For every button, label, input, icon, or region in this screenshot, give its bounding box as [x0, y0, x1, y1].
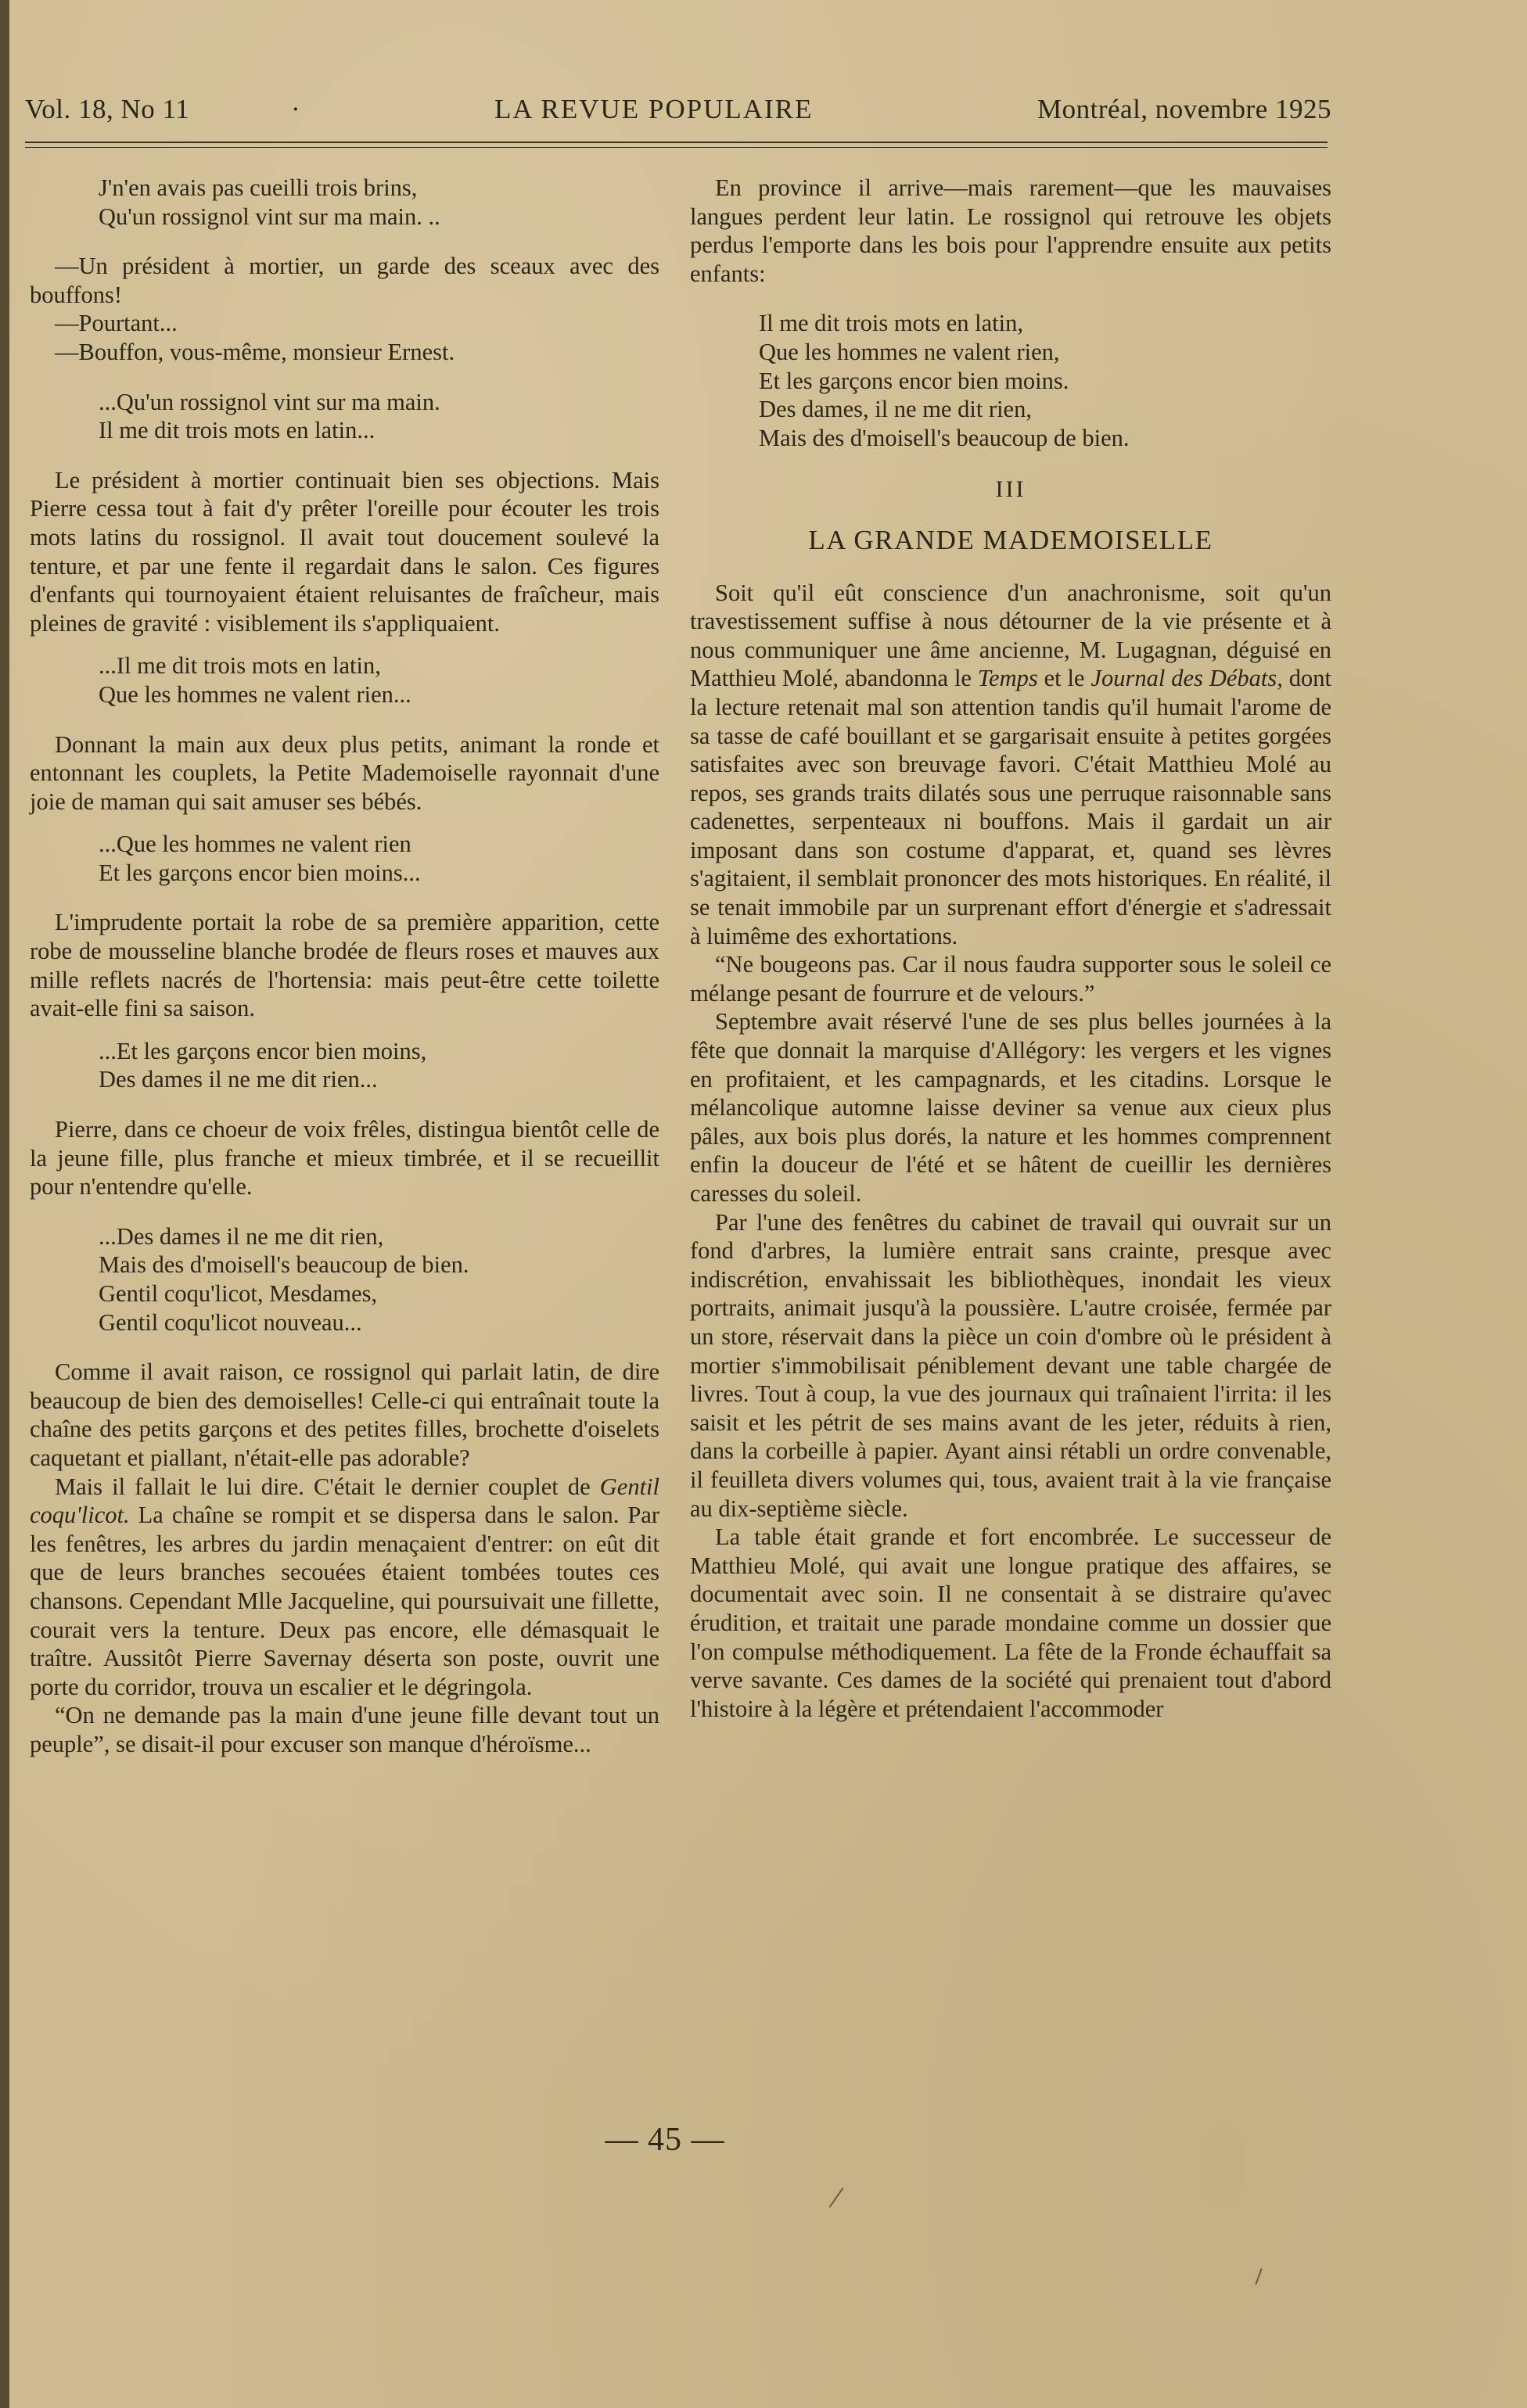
- paragraph: [30, 1473, 659, 1702]
- paragraph: Le président à mortier continuait bien ses objections. Mais Pierre cessa tout à fait d'y prêter l'oreille pour écouter les trois mots latins du rossignol. Il avait tout doucement soulevé la tenture, et par une fente il regardait dans le salon. Ces figures d'enfants qui tournoyaient étaient reluisantes de fraîcheur, mais pleines de gravité : visiblement ils s'appliquaient.: [30, 466, 659, 637]
- paragraph: Par l'une des fenêtres du cabinet de travail qui ouvrait sur un fond d'arbres, la lumière entrait sans crainte, presque avec indiscrétion, envahissait les bibliothèques, inondait les vieux portraits, animait jusqu'à la poussière. L'autre croisée, fermée par un store, réservait dans la pièce un coin d'ombre où le président à mortier s'immobilisait péniblement devant une table chargée de livres. Tout à coup, la vue des journaux qui traînaient l'irrita: il les saisit et les pétrit de ses mains avant de les jeter, réduits à rien, dans la corbeille à papier. Ayant ainsi rétabli un ordre convenable, il feuilleta divers volumes qui, tous, avaient trait à la vie française au dix-septième siècle.: [690, 1208, 1331, 1522]
- header-rule-top: [25, 142, 1328, 143]
- verse-line: Des dames il ne me dit rien...: [99, 1066, 378, 1093]
- paragraph-text: dont la lecture retenait mal son attention tandis qu'il humait l'arome de sa tasse de café bouillant et se gargarisait ensuite à petites gorgées satisfaites avec son breuvage favori. C'était Matthieu Molé au repos, ses grands traits dilatés sous une perruque raisonnable sans cadenettes, serpenteaux ni bouffons. Mais il gardait un air imposant dans son costume d'apparat, et, quand ses lèvres s'agitaient, il semblait prononcer des mots historiques. En réalité, il se tenait immobile par un surprenant effort d'énergie et s'adressait à luimême des exhortations.: [690, 665, 1332, 949]
- verse-line: ...Il me dit trois mots en latin,: [99, 652, 381, 680]
- verse-line: Il me dit trois mots en latin...: [99, 417, 375, 444]
- verse-block: [690, 309, 1331, 452]
- header-dot: ·: [291, 94, 301, 124]
- verse-line: Il me dit trois mots en latin,: [759, 310, 1024, 337]
- verse-line: ...Et les garçons encor bien moins,: [99, 1037, 427, 1064]
- verse-line: Des dames, il ne me dit rien,: [759, 396, 1032, 423]
- song-title: Gentil coqu'licot.: [30, 1473, 659, 1529]
- paragraph-text: et le: [1044, 665, 1085, 692]
- verse-block: [30, 174, 659, 231]
- paragraph-text: Soit qu'il eût conscience d'un anachronisme, soit qu'un travestissement suffise à nous détourner de la vie présente et à nous communiquer une âme ancienne, M. Lugagnan, déguisé en Matthieu Molé, abandonna le: [690, 579, 1331, 692]
- verse-line: J'n'en avais pas cueilli trois brins,: [99, 174, 418, 201]
- verse-line: Gentil coqu'licot nouveau...: [99, 1308, 362, 1336]
- header-rule-bottom: [25, 147, 1328, 148]
- page-number: — 45 —: [605, 2122, 725, 2158]
- verse-line: Que les hommes ne valent rien,: [759, 338, 1060, 365]
- paragraph: Pierre, dans ce choeur de voix frêles, distingua bientôt celle de la jeune fille, plus franche et mieux timbrée, et il se recueillit pour n'entendre qu'elle.: [30, 1116, 659, 1200]
- paper-scratch: [829, 2187, 844, 2208]
- verse-block: [30, 830, 659, 887]
- paragraph-text: La chaîne se rompit et se dispersa dans le salon. Par les fenêtres, les arbres du jardin menaçaient d'entrer: on eût dit que de leurs branches secouées étaient tombées toutes ces chansons. Cependant Mlle Jacqueline, qui poursuivait une fillette, courait vers la tenture. Deux pas encore, elle démasquait le traître. Aussitôt Pierre Savernay déserta son poste, ouvrit une porte du corridor, trouva un escalier et le dégringola.: [30, 1502, 660, 1700]
- running-header: [25, 94, 1331, 133]
- verse-line: Qu'un rossignol vint sur ma main. ..: [99, 203, 440, 230]
- paragraph: Septembre avait réservé l'une de ses plus belles journées à la fête que donnait la marquise d'Allégory: les vergers et les vignes en profitaient, et les campagnards, et les citadins. Lorsque le mélancolique automne laisse deviner sa venue aux cieux plus pâles, aux bois plus dorés, la nature et les hommes comprennent enfin la douceur de l'été et se hâtent de cueillir les dernières caresses du soleil.: [690, 1008, 1331, 1207]
- paragraph: “Ne bougeons pas. Car il nous faudra supporter sous le soleil ce mélange pesant de fourrure et de velours.”: [690, 951, 1331, 1007]
- paper-scratch: [1255, 2268, 1262, 2284]
- verse-line: Que les hommes ne valent rien...: [99, 680, 411, 708]
- paragraph: —Un président à mortier, un garde des sceaux avec des bouffons!: [30, 253, 659, 308]
- magazine-title: LA REVUE POPULAIRE: [494, 94, 814, 124]
- verse-block: [30, 1222, 659, 1337]
- verse-line: Mais des d'moisell's beaucoup de bien.: [99, 1251, 469, 1279]
- newspaper-title: Journal des Débats,: [1090, 665, 1283, 692]
- right-column: [690, 174, 1331, 1723]
- section-title: LA GRANDE MADEMOISELLE: [808, 524, 1213, 555]
- verse-line: Et les garçons encor bien moins.: [759, 367, 1069, 394]
- paragraph-text: Mais il fallait le lui dire. C'était le dernier couplet de: [55, 1473, 591, 1500]
- paragraph: Comme il avait raison, ce rossignol qui parlait latin, de dire beaucoup de bien des demoiselles! Celle-ci qui entraînait toute la chaîne des petits garçons et des petites filles, brochette d'oiselets caquetant et piallant, n'était-elle pas adorable?: [30, 1358, 659, 1471]
- paragraph: —Bouffon, vous-même, monsieur Ernest.: [55, 338, 455, 365]
- verse-line: Gentil coqu'licot, Mesdames,: [99, 1280, 378, 1307]
- paragraph: La table était grande et fort encombrée. Le successeur de Matthieu Molé, qui avait une longue pratique des affaires, se documentait avec soin. Il ne consentait à se distraire qu'avec érudition, et traitait une parade mondaine comme un dossier que l'on compulse méthodiquement. La fête de la Fronde échauffait sa verve savante. Ces dames de la société qui prenaient tout d'abord l'histoire à la légère et prétendaient l'accommoder: [690, 1523, 1331, 1722]
- paragraph: “On ne demande pas la main d'une jeune fille devant tout un peuple”, se disait-il pour excuser son manque d'héroïsme...: [30, 1702, 659, 1757]
- verse-line: ...Que les hommes ne valent rien: [99, 831, 411, 858]
- verse-block: [30, 388, 659, 445]
- place-date: Montréal, novembre 1925: [1037, 94, 1331, 124]
- paragraph: [690, 579, 1331, 951]
- verse-block: [30, 651, 659, 709]
- paragraph: En province il arrive—mais rarement—que les mauvaises langues perdent leur latin. Le rossignol qui retrouve les objets perdus l'emporte dans les bois pour l'apprendre ensuite aux petits enfants:: [690, 174, 1331, 287]
- verse-line: Mais des d'moisell's beaucoup de bien.: [759, 424, 1130, 451]
- verse-line: ...Qu'un rossignol vint sur ma main.: [99, 388, 440, 415]
- verse-block: [30, 1037, 659, 1094]
- paragraph: Donnant la main aux deux plus petits, animant la ronde et entonnant les couplets, la Petite Mademoiselle rayonnait d'une joie de maman qui sait amuser ses bébés.: [30, 730, 659, 815]
- page-binding-edge: [0, 0, 9, 2408]
- section-number: III: [995, 476, 1026, 503]
- verse-line: ...Des dames il ne me dit rien,: [99, 1222, 384, 1250]
- paragraph: —Pourtant...: [55, 310, 178, 337]
- newspaper-title: Temps: [977, 665, 1038, 692]
- left-column: [30, 174, 659, 1759]
- paragraph: L'imprudente portait la robe de sa première apparition, cette robe de mousseline blanche brodée de fleurs roses et mauves aux mille reflets nacrés de l'hortensia: mais peut-être cette toilette avait-elle fini sa saison.: [30, 909, 659, 1022]
- verse-line: Et les garçons encor bien moins...: [99, 859, 421, 886]
- volume-number: Vol. 18, No 11: [25, 94, 190, 124]
